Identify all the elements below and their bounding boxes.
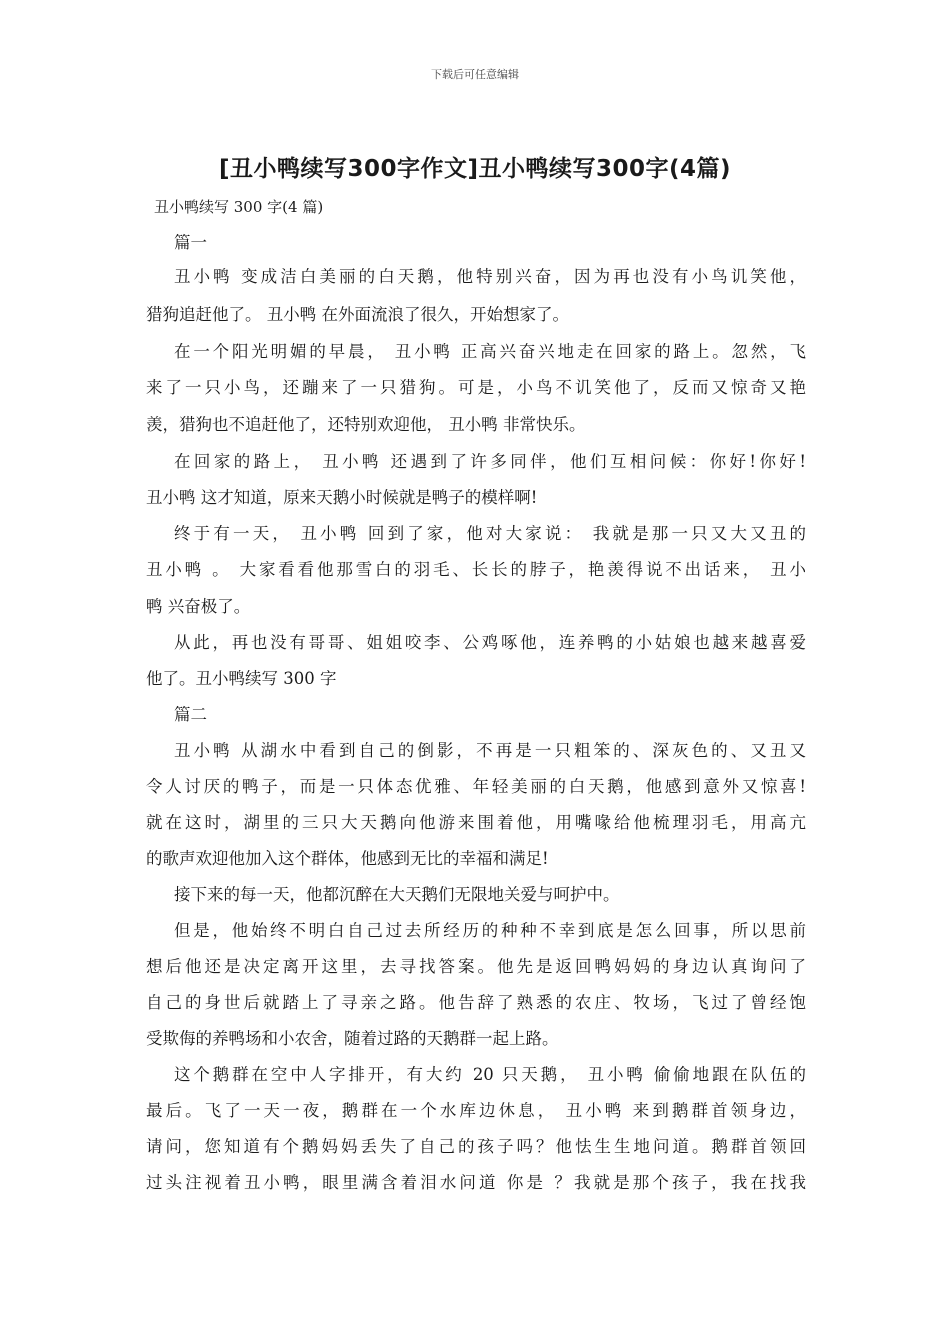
text-line: 来了一只小鸟，还蹦来了一只猎狗。可是，小鸟不讥笑他了，反而又惊奇又艳 — [146, 378, 806, 397]
text-line: 想后他还是决定离开这里，去寻找答案。他先是返回鸭妈妈的身边认真询问了 — [146, 957, 806, 976]
text-line: 但是，他始终不明白自己过去所经历的种种不幸到底是怎么回事，所以思前 — [174, 921, 806, 940]
text-line: 就在这时，湖里的三只大天鹅向他游来围着他，用嘴喙给他梳理羽毛，用高亢 — [146, 813, 806, 832]
text-line: 令人讨厌的鸭子，而是一只体态优雅、年轻美丽的白天鹅，他感到意外又惊喜! — [146, 777, 806, 796]
document-title: [丑小鸭续写300字作文]丑小鸭续写300字(4篇) — [218, 156, 732, 182]
text-line: 篇二 — [174, 705, 207, 724]
text-line: 丑小鸭续写 300 字(4 篇) — [154, 198, 324, 216]
text-line: 猎狗追赶他了。 丑小鸭 在外面流浪了很久，开始想家了。 — [146, 305, 569, 324]
text-line: 终于有一天， 丑小鸭 回到了家，他对大家说： 我就是那一只又大又丑的 — [174, 524, 806, 543]
text-line: 在回家的路上， 丑小鸭 还遇到了许多同伴，他们互相问候：你好!你好! — [174, 452, 806, 471]
text-line: 过头注视着丑小鸭，眼里满含着泪水问道 你是 ？我就是那个孩子，我在找我 — [146, 1173, 806, 1192]
text-line: 自己的身世后就踏上了寻亲之路。他告辞了熟悉的农庄、牧场，飞过了曾经饱 — [146, 993, 806, 1012]
text-line: 的歌声欢迎他加入这个群体，他感到无比的幸福和满足! — [146, 849, 549, 868]
text-line: 这个鹅群在空中人字排开，有大约 20 只天鹅， 丑小鸭 偷偷地跟在队伍的 — [174, 1065, 806, 1084]
text-line: 鸭 兴奋极了。 — [146, 597, 251, 616]
text-line: 丑小鸭 。 大家看看他那雪白的羽毛、长长的脖子，艳羡得说不出话来， 丑小 — [146, 560, 806, 579]
text-line: 受欺侮的养鸭场和小农舍，随着过路的天鹅群一起上路。 — [146, 1029, 559, 1048]
text-line: 羡，猎狗也不追赶他了，还特别欢迎他， 丑小鸭 非常快乐。 — [146, 415, 586, 434]
page-header: 下载后可任意编辑 — [431, 68, 519, 81]
text-line: 他了。丑小鸭续写 300 字 — [146, 669, 337, 688]
text-line: 篇一 — [174, 233, 207, 252]
text-line: 请问，您知道有个鹅妈妈丢失了自己的孩子吗？他怯生生地问道。鹅群首领回 — [146, 1137, 806, 1156]
text-line: 丑小鸭 这才知道，原来天鹅小时候就是鸭子的模样啊! — [146, 488, 538, 507]
text-line: 在一个阳光明媚的早晨， 丑小鸭 正高兴奋兴地走在回家的路上。忽然，飞 — [174, 342, 806, 361]
text-line: 接下来的每一天，他都沉醉在大天鹅们无限地关爱与呵护中。 — [174, 885, 620, 904]
text-line: 最后。飞了一天一夜，鹅群在一个水库边休息， 丑小鸭 来到鹅群首领身边， — [146, 1101, 806, 1120]
text-line: 从此，再也没有哥哥、姐姐咬李、公鸡啄他，连养鸭的小姑娘也越来越喜爱 — [174, 633, 806, 652]
text-line: 丑小鸭 变成洁白美丽的白天鹅，他特别兴奋，因为再也没有小鸟讥笑他， — [174, 267, 806, 286]
text-line: 丑小鸭 从湖水中看到自己的倒影，不再是一只粗笨的、深灰色的、又丑又 — [174, 741, 806, 760]
